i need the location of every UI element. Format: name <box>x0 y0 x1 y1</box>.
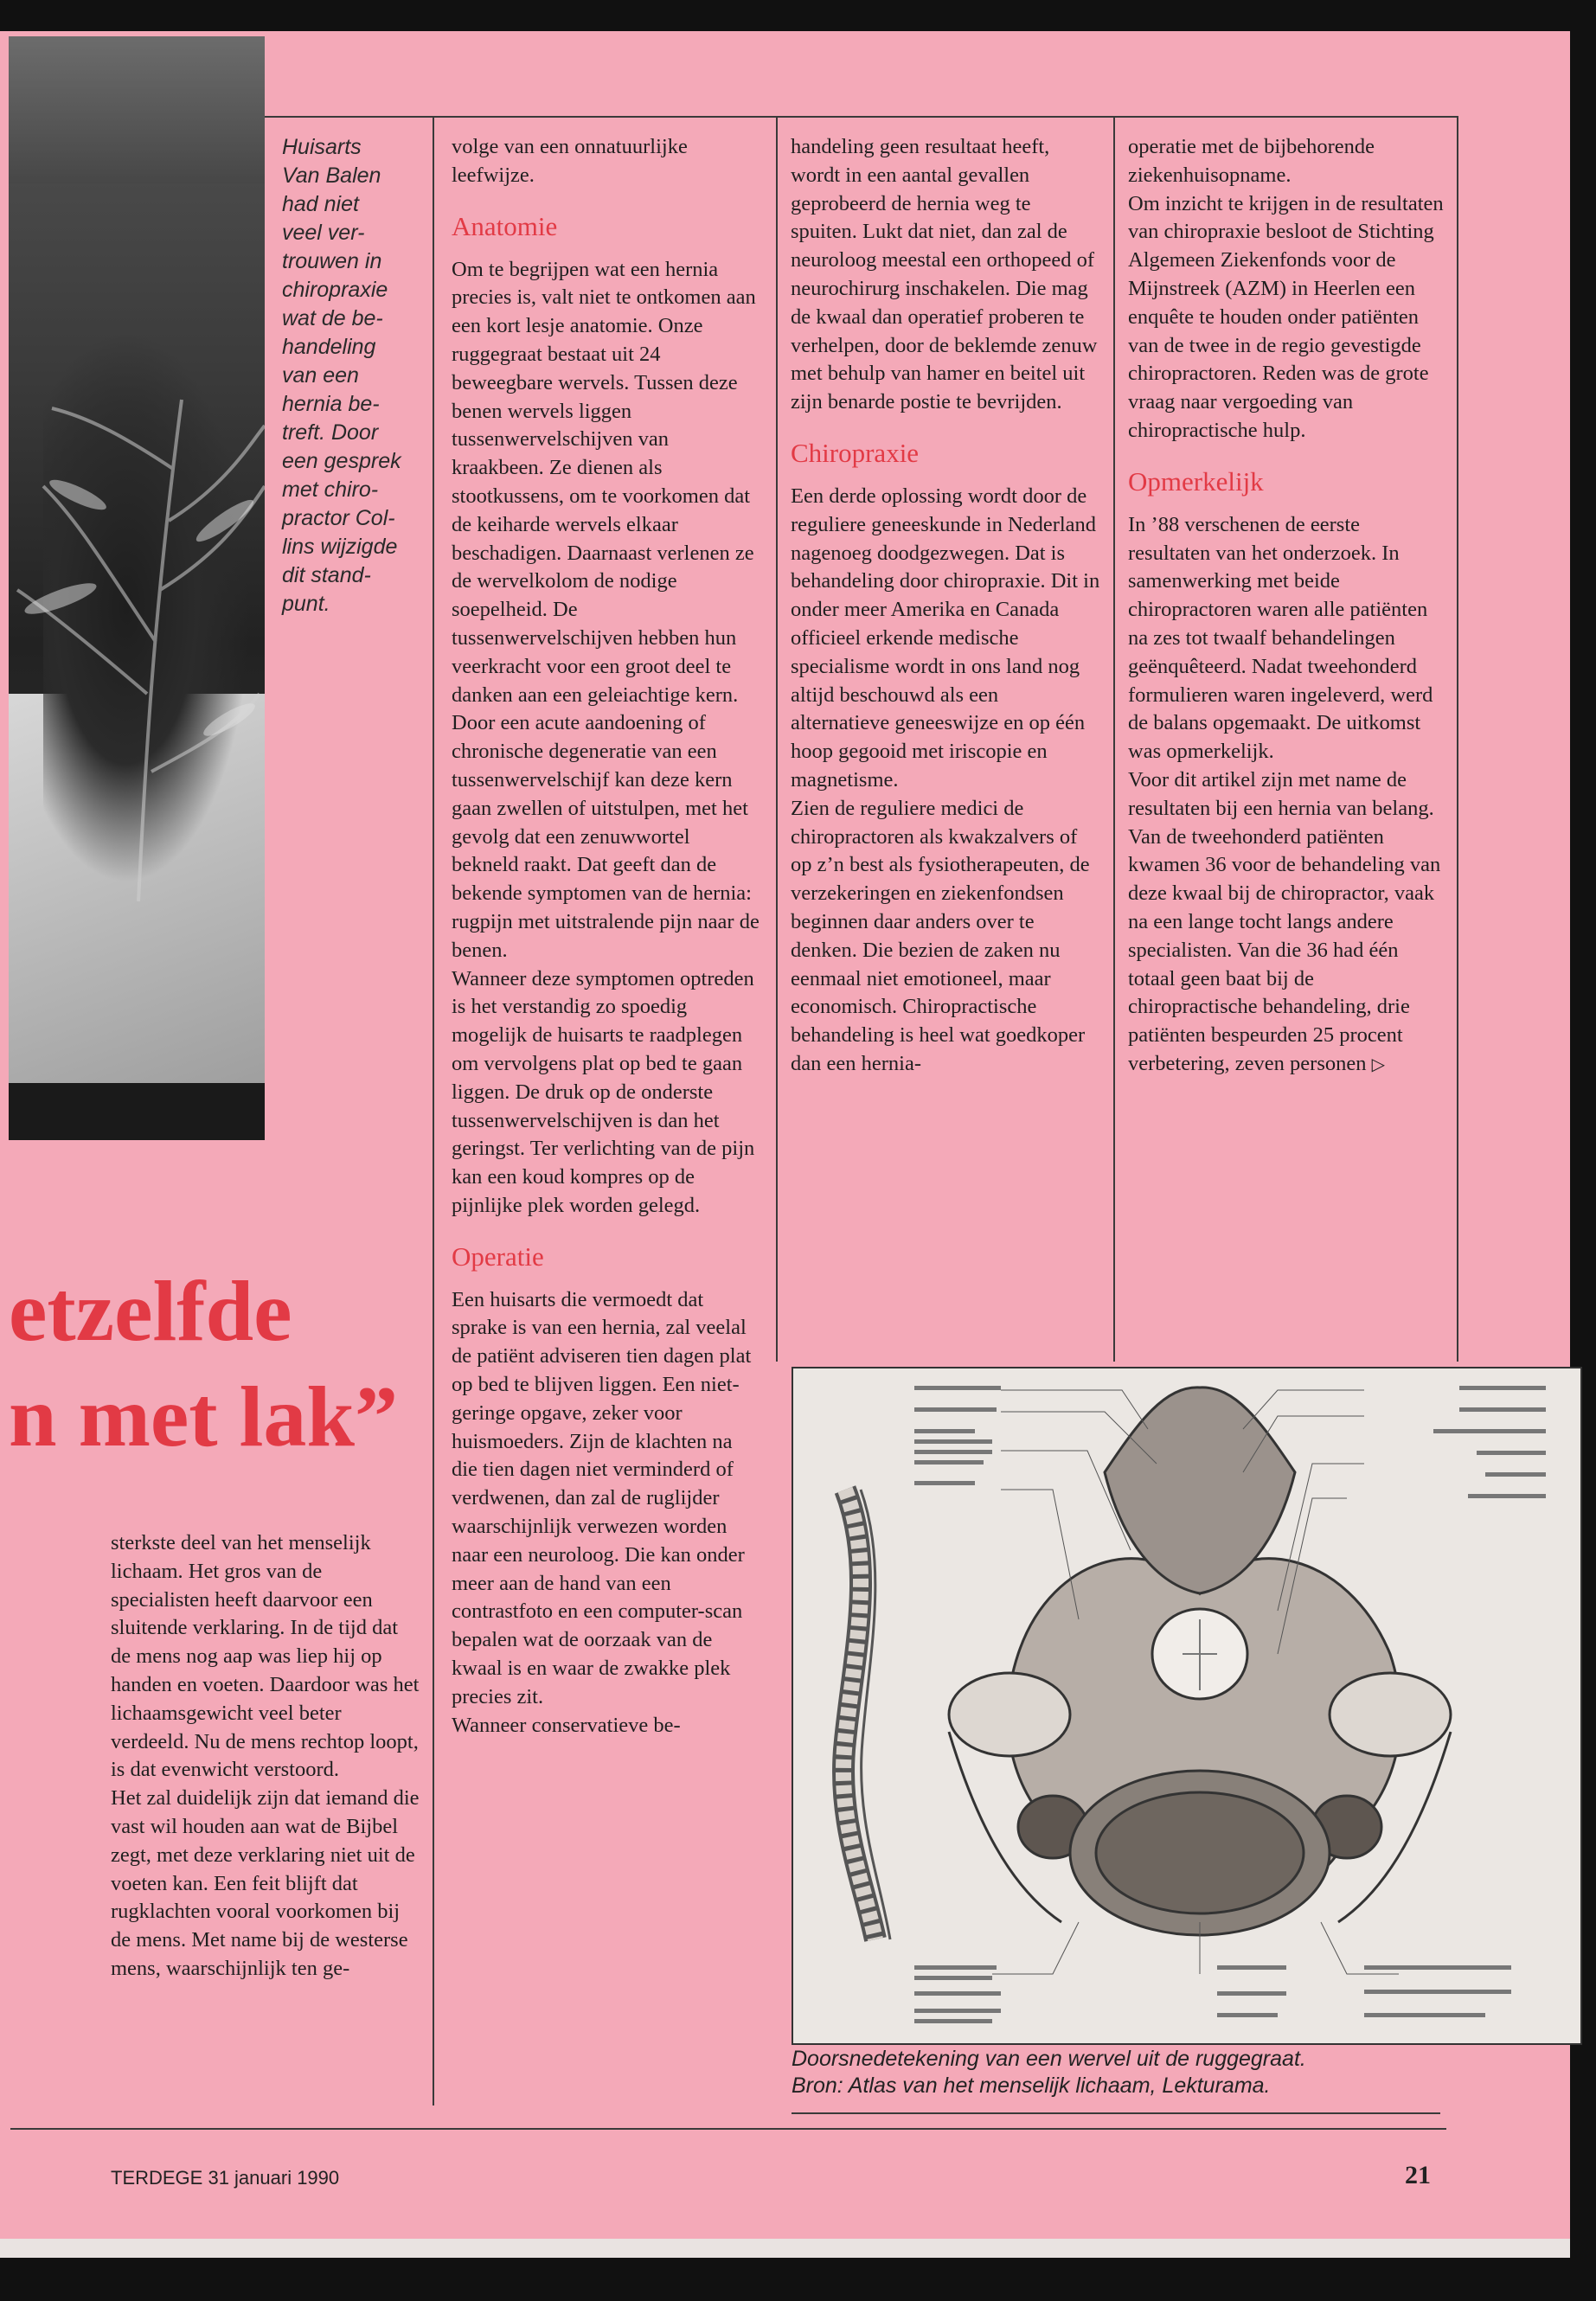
paragraph: Wanneer conservatieve be- <box>452 1713 681 1737</box>
text-column-3 <box>791 133 1102 1353</box>
text-column-2 <box>452 133 761 2123</box>
continue-arrow-icon: ▷ <box>1371 1054 1386 1074</box>
column-rule-2 <box>776 116 778 1362</box>
spine-side-view <box>843 1490 890 1939</box>
text-column-1 <box>111 1529 422 2126</box>
paragraph: Een derde oplossing wordt door de reguliere geneeskunde in Nederland nagenoeg doodgezwegen. Dat is behandeling door chiropraxie. Dit in onder meer Amerika en Canada officieel erkende medische specialisme wordt in ons land nog altijd beschouwd als een alternatieve geneeswijze en op één hoop gegooid met iriscopie en magnetisme. <box>791 484 1100 792</box>
scan-border-top <box>0 0 1596 31</box>
paragraph: sterkste deel van het menselijk lichaam. Het gros van de specialisten heeft daarvoor een sluitende verklaring. In de tijd dat de mens nog aap was liep hij op handen en voeten. Daardoor was het lichaamsgewicht veel beter verdeeld. Nu de mens rechtop loopt, is dat evenwicht verstoord. <box>111 1531 420 1782</box>
figure-caption-line-1: Doorsnedetekening van een wervel uit de ruggegraat. <box>792 2047 1306 2071</box>
subheading-operatie: Operatie <box>452 1240 544 1272</box>
paragraph: Door een acute aandoening of chronische degeneratie van een tussenwervelschijf kan deze kern gaan zwellen of uitstulpen, met het gevolg dat een zenuwwortel bekneld raakt. Dat geeft dan de bekende symptomen van de hernia: rugpijn met uitstralende pijn naar de benen. <box>452 711 760 962</box>
figure-caption <box>792 2046 1484 2099</box>
footer-rule <box>10 2128 1446 2130</box>
paragraph: volge van een onnatuurlijke leefwijze. <box>452 135 688 187</box>
vertebra-drawing <box>793 1368 1580 2043</box>
column-rule-1 <box>433 116 434 2106</box>
frame-top-rule <box>265 116 1458 118</box>
office-plant-photo <box>9 36 265 1140</box>
text-column-4 <box>1128 133 1444 1353</box>
vertebra-illustration <box>792 1367 1582 2045</box>
paragraph: In ’88 verschenen de eerste resultaten van het onderzoek. In samenwerking met beide chiropractoren waren alle patiënten na zes tot twaalf behandelingen geënquêteerd. Nadat tweehonderd formulieren waren ingeleverd, werd de balans opgemaakt. De uitkomst was opmerkelijk. <box>1128 512 1433 764</box>
paragraph: Om te begrijpen wat een hernia precies is, valt niet te ontkomen aan een kort lesje anatomie. Onze ruggegraat bestaat uit 24 beweegbare wervels. Tussen deze benen wervels liggen tussenwervelschijven van kraakbeen. Ze dienen als stootkussens, om te voorkomen dat de keiharde wervels elkaar beschadigen. Daarnaast verlenen ze de wervelkolom de nodige soepelheid. De tussenwervelschijven hebben hun veerkracht voor een groot deel te danken aan een geleiachtige kern. <box>452 257 756 707</box>
paragraph-text: Voor dit artikel zijn met name de resultaten bij een hernia van belang. Van de tweehonderd patiënten kwamen 36 voor de behandeling van deze kwaal bij de chiropractor, vaak na een lange tocht langs andere specialisten. Van die 36 had één totaal geen baat bij de chiropractische behandeling, drie patiënten bespeurden 25 procent verbetering, zeven personen <box>1128 767 1441 1075</box>
plant-leaves-drawing <box>9 36 265 1140</box>
photo-caption: Huisarts Van Balen had niet veel ver- trouwen in chiropraxie wat de be- handeling van een hernia be- treft. Door een gesprek met chiro- practor Col- lins wijzigde dit stand- punt. <box>282 135 401 616</box>
paragraph: handeling geen resultaat heeft, wordt in een aantal gevallen geprobeerd de hernia weg te spuiten. Lukt dat niet, dan zal de neuroloog meestal een orthopeed of neurochirurg inschakelen. Die mag de kwaal dan operatief proberen te verhelpen, door de beklemde zenuw met behulp van hamer en beitel uit zijn benarde postie te bevrijden. <box>791 135 1098 414</box>
vertebra-section <box>949 1388 1451 1935</box>
paragraph: Wanneer deze symptomen optreden is het verstandig zo spoedig mogelijk de huisarts te raadplegen om vervolgens plat op bed te gaan liggen. De druk op de onderste tussenwervelschijven is dan het geringst. Ter verlichting van de pijn kan een koud kompres op de pijnlijke plek worden gelegd. <box>452 966 755 1217</box>
figure-caption-rule <box>792 2112 1440 2114</box>
paragraph <box>1128 766 1444 1080</box>
figure-caption-line-2: Bron: Atlas van het menselijk lichaam, Lekturama. <box>792 2073 1271 2098</box>
subheading-chiropraxie: Chiropraxie <box>791 437 920 468</box>
subheading-anatomie: Anatomie <box>452 210 558 241</box>
headline-line-1: etzelfde <box>9 1263 292 1359</box>
paragraph: Een huisarts die vermoedt dat sprake is van een hernia, zal veelal de patiënt adviseren tien dagen plat op bed te blijven liggen. Een niet-geringe opgave, zeker voor huismoeders. Zijn de klachten na die tien dagen niet verminderd of verdwenen, dan zal de ruglijder waarschijnlijk verwezen worden naar een neuroloog. Die kan onder meer aan de hand van een contrastfoto en een computer-scan bepalen wat de oorzaak van de kwaal is en waar de zwakke plek precies zit. <box>452 1287 752 1708</box>
subheading-opmerkelijk: Opmerkelijk <box>1128 465 1264 497</box>
article-headline <box>9 1259 424 1470</box>
paragraph: Het zal duidelijk zijn dat iemand die vast wil houden aan wat de Bijbel zegt, met deze verklaring niet uit de voeten kan. Een feit blijft dat rugklachten vooral voorkomen bij de mens. Met name bij de westerse mens, waarschijnlijk ten ge- <box>111 1786 420 1980</box>
paragraph: Zien de reguliere medici de chiropractoren als kwakzalvers of op z’n best als fysiotherapeuten, de verzekeringen en ziekenfondsen beginnen daar anders over te denken. Die bezien de zaken nu eenmaal niet emotioneel, maar economisch. Chiropractische behandeling is heel wat goedkoper dan een hernia- <box>791 796 1090 1075</box>
page-number: 21 <box>1405 2161 1431 2189</box>
paragraph: operatie met de bijbehorende ziekenhuisopname. <box>1128 135 1375 187</box>
paragraph: Om inzicht te krijgen in de resultaten van chiropraxie besloot de Stichting Algemeen Ziekenfonds voor de Mijnstreek (AZM) in Heerlen een enquête te houden onder patiënten van de twee in de regio gevestigde chiropractoren. Reden was de grote vraag naar vergoeding van chiropractische hulp. <box>1128 191 1444 442</box>
headline-line-2: n met lak” <box>9 1368 398 1465</box>
footer-publication: TERDEGE 31 januari 1990 <box>111 2167 340 2189</box>
scan-border-bottom <box>0 2258 1596 2301</box>
scan-border-strip <box>0 2239 1570 2258</box>
frame-right-rule <box>1457 116 1458 1362</box>
column-rule-3 <box>1113 116 1115 1362</box>
